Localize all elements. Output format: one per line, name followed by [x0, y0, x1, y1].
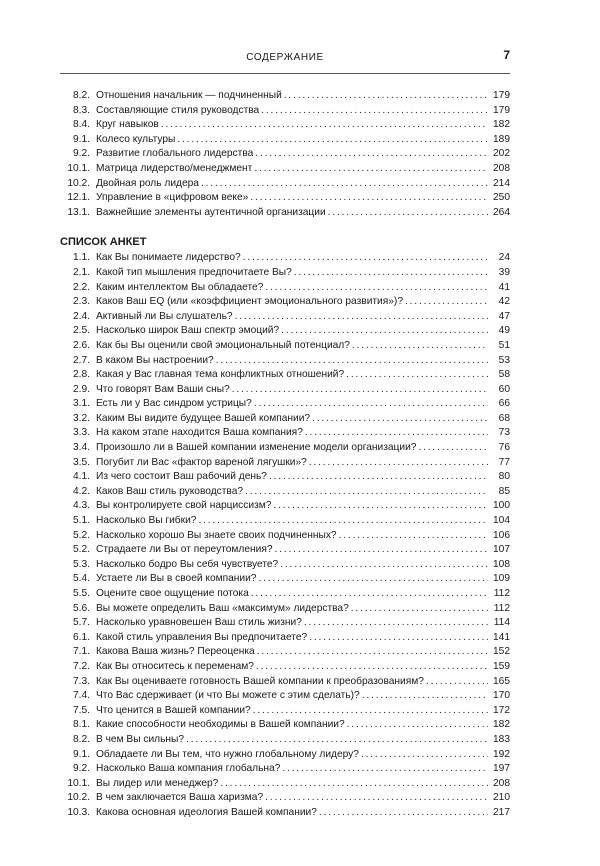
entry-page: 264	[493, 206, 510, 218]
dot-leader	[273, 499, 488, 514]
entry-page: 159	[493, 660, 510, 672]
entry-title: В чем Вы сильны?	[96, 733, 185, 745]
toc-entry[interactable]	[60, 689, 510, 704]
entry-number: 5.1.	[73, 515, 90, 527]
header-divider	[60, 73, 510, 74]
entry-page: 114	[493, 617, 510, 629]
entry-number: 5.5.	[73, 588, 90, 599]
entry-number: 5.2.	[73, 544, 90, 556]
entry-page: 183	[493, 733, 510, 745]
entry-page: 197	[493, 763, 510, 775]
entry-number: 2.6.	[73, 339, 90, 351]
entry-page: 100	[493, 500, 510, 512]
dot-leader	[339, 529, 488, 544]
entry-number: 10.2.	[67, 177, 90, 189]
entry-title: В каком Вы настроении?	[96, 354, 214, 366]
toc-entry[interactable]	[60, 587, 510, 602]
dot-leader	[235, 310, 488, 325]
dot-leader	[405, 295, 488, 310]
entry-title: Насколько Ваша компания глобальна?	[96, 763, 281, 775]
toc-entry[interactable]	[60, 806, 510, 821]
entry-title: Двойная роль лидера	[96, 177, 199, 189]
toc-entry[interactable]	[60, 675, 510, 690]
entry-page: 170	[493, 690, 510, 702]
dot-leader	[177, 133, 488, 148]
toc-entry[interactable]	[60, 310, 510, 325]
entry-page: 68	[498, 412, 510, 424]
dot-leader	[275, 543, 488, 558]
entry-page: 112	[493, 602, 510, 614]
toc-entry[interactable]	[60, 733, 510, 748]
toc-entry[interactable]	[60, 133, 510, 148]
toc-entry[interactable]	[60, 499, 510, 514]
toc-entry[interactable]	[60, 456, 510, 471]
toc-entry[interactable]	[60, 324, 510, 339]
entry-page: 182	[493, 119, 510, 131]
entry-number: 2.5.	[73, 325, 90, 337]
toc-entry[interactable]	[60, 397, 510, 412]
entry-number: 2.9.	[73, 383, 90, 395]
entry-number: 2.1.	[73, 266, 90, 278]
toc-entry[interactable]	[60, 616, 510, 631]
dot-leader	[426, 675, 488, 690]
entry-page: 41	[498, 281, 510, 293]
entry-title: Насколько широк Ваш спектр эмоций?	[96, 325, 280, 337]
entry-title: Что Вас сдерживает (и что Вы можете с этим сделать)?	[96, 690, 360, 702]
dot-leader	[362, 689, 488, 704]
entry-page: 179	[493, 104, 510, 116]
entry-title: Вы контролируете свой нарциссизм?	[96, 500, 272, 512]
entry-title: Вы можете определить Ваш «максимум» лидерства?	[96, 602, 349, 614]
entry-page: 189	[493, 133, 510, 145]
entry-title: Вы лидер или менеджер?	[96, 777, 219, 789]
toc-entry[interactable]	[60, 543, 510, 558]
entry-page: 53	[498, 354, 510, 366]
toc-entry[interactable]	[60, 441, 510, 456]
toc-entry[interactable]	[60, 704, 510, 719]
entry-title: Оцените свое ощущение потока	[96, 588, 249, 599]
entry-number: 3.3.	[73, 427, 90, 439]
entry-page: 77	[498, 456, 510, 468]
entry-title: Насколько хорошо Вы знаете своих подчиненных?	[96, 529, 337, 541]
dot-leader	[418, 441, 488, 456]
toc-entry[interactable]	[60, 191, 510, 206]
entry-number: 9.2.	[73, 148, 90, 160]
entry-page: 214	[493, 177, 510, 189]
entry-page: 112	[493, 588, 510, 599]
entry-page: 73	[498, 427, 510, 439]
entry-page: 141	[493, 631, 510, 643]
entry-number: 12.1.	[67, 192, 90, 204]
entry-number: 4.3.	[73, 500, 90, 512]
entry-page: 80	[498, 471, 510, 483]
entry-title: Какой стиль управления Вы предпочитаете?	[96, 631, 308, 643]
dot-leader	[280, 558, 488, 573]
entry-number: 2.3.	[73, 296, 90, 308]
dot-leader	[216, 354, 488, 369]
toc-entry[interactable]	[60, 762, 510, 777]
toc-entry[interactable]	[60, 412, 510, 427]
entry-page: 172	[493, 704, 510, 716]
entry-number: 9.2.	[73, 763, 90, 775]
toc-entry[interactable]	[60, 791, 510, 806]
entry-title: Как бы Вы оценили свой эмоциональный потенциал?	[96, 339, 350, 351]
dot-leader	[245, 485, 488, 500]
dot-leader	[312, 412, 488, 427]
entry-title: Какова Ваша жизнь? Переоценка	[96, 646, 255, 658]
entry-number: 8.1.	[73, 719, 90, 731]
dot-leader	[309, 456, 488, 471]
entry-number: 3.1.	[73, 398, 90, 410]
dot-leader	[352, 339, 488, 354]
entry-page: 66	[498, 398, 510, 410]
entry-page: 39	[498, 266, 510, 278]
dot-leader	[254, 162, 488, 177]
entry-title: Насколько уравновешен Ваш стиль жизни?	[96, 617, 302, 629]
toc-entry[interactable]	[60, 718, 510, 733]
entry-title: Каким интеллектом Вы обладаете?	[96, 281, 264, 293]
dot-leader	[256, 660, 488, 675]
entry-number: 7.3.	[73, 675, 90, 687]
entry-title: В чем заключается Ваша харизма?	[96, 792, 264, 804]
entry-page: 104	[493, 515, 510, 527]
dot-leader	[198, 514, 488, 529]
entry-number: 8.2.	[73, 733, 90, 745]
dot-leader	[305, 426, 488, 441]
entry-title: Погубит ли Вас «фактор вареной лягушки»?	[96, 456, 307, 468]
entry-page: 106	[493, 529, 510, 541]
entry-number: 2.8.	[73, 369, 90, 381]
entry-page: 192	[493, 748, 510, 760]
dot-leader	[220, 777, 488, 792]
entry-title: Развитие глобального лидерства	[96, 148, 254, 160]
entry-title: Круг навыков	[96, 119, 159, 131]
entry-title: Важнейшие элементы аутентичной организации	[96, 206, 326, 218]
entry-number: 3.5.	[73, 456, 90, 468]
dot-leader	[281, 324, 488, 339]
entry-page: 179	[493, 90, 510, 101]
dot-leader	[284, 89, 488, 104]
toc-entry[interactable]	[60, 558, 510, 573]
entry-title: Составляющие стиля руководства	[96, 104, 260, 116]
dot-leader	[265, 791, 488, 806]
entry-number: 6.1.	[73, 631, 90, 643]
entry-number: 8.4.	[73, 119, 90, 131]
dot-leader	[251, 587, 488, 602]
toc-entry[interactable]	[60, 777, 510, 792]
entry-number: 9.1.	[73, 748, 90, 760]
entry-page: 51	[498, 339, 510, 351]
dot-leader	[255, 147, 488, 162]
entry-page: 76	[498, 442, 510, 454]
toc-entry[interactable]	[60, 631, 510, 646]
toc-entry[interactable]	[60, 104, 510, 119]
entry-page: 109	[493, 573, 510, 585]
dot-leader	[309, 631, 488, 646]
entry-page: 42	[498, 296, 510, 308]
toc-entry[interactable]	[60, 266, 510, 281]
entry-number: 10.3.	[67, 806, 90, 818]
entry-page: 58	[498, 369, 510, 381]
dot-leader	[294, 266, 488, 281]
entry-title: Активный ли Вы слушатель?	[96, 310, 233, 322]
entry-title: Страдаете ли Вы от переутомления?	[96, 544, 273, 556]
dot-leader	[254, 397, 488, 412]
entry-page: 107	[493, 544, 510, 556]
toc-entry[interactable]	[60, 572, 510, 587]
entry-number: 2.2.	[73, 281, 90, 293]
entry-title: Есть ли у Вас синдром устрицы?	[96, 398, 252, 410]
dot-leader	[253, 704, 488, 719]
toc-entry[interactable]	[60, 514, 510, 529]
toc-entry[interactable]	[60, 177, 510, 192]
entry-number: 9.1.	[73, 133, 90, 145]
section-heading: СПИСОК АНКЕТ	[60, 236, 147, 249]
toc-entry[interactable]	[60, 485, 510, 500]
page-header	[60, 48, 510, 78]
entry-title: Отношения начальник — подчиненный	[96, 90, 282, 101]
toc-entry[interactable]	[60, 206, 510, 221]
entry-title: Какой тип мышления предпочитаете Вы?	[96, 266, 292, 278]
entry-number: 3.4.	[73, 442, 90, 454]
entry-page: 47	[498, 310, 510, 322]
toc-entry[interactable]	[60, 383, 510, 398]
dot-leader	[186, 733, 488, 748]
entry-number: 1.1.	[73, 252, 90, 264]
dot-leader	[257, 645, 488, 660]
entry-number: 2.4.	[73, 310, 90, 322]
entry-page: 85	[498, 485, 510, 497]
entry-number: 7.1.	[73, 646, 90, 658]
dot-leader	[361, 748, 488, 763]
entry-title: Какие способности необходимы в Вашей компании?	[96, 719, 345, 731]
entry-number: 8.3.	[73, 104, 90, 116]
entry-page: 208	[493, 777, 510, 789]
entry-title: Произошло ли в Вашей компании изменение модели организации?	[96, 442, 417, 454]
page-number: 7	[503, 48, 510, 62]
dot-leader	[243, 251, 488, 266]
entry-title: Каков Ваш EQ (или «коэффициент эмоционального развития»)?	[96, 296, 403, 308]
dot-leader	[258, 572, 488, 587]
figures-list	[60, 89, 510, 220]
entry-page: 24	[498, 252, 510, 264]
toc-entry[interactable]	[60, 660, 510, 675]
entry-number: 13.1.	[67, 206, 90, 218]
dot-leader	[250, 191, 488, 206]
entry-number: 8.2.	[73, 90, 90, 101]
dot-leader	[201, 177, 488, 192]
entry-title: Что говорят Вам Ваши сны?	[96, 383, 230, 395]
dot-leader	[328, 206, 488, 221]
entry-page: 108	[493, 558, 510, 570]
entry-number: 5.7.	[73, 617, 90, 629]
toc-entry[interactable]	[60, 748, 510, 763]
entry-number: 7.4.	[73, 690, 90, 702]
entry-title: Каков Ваш стиль руководства?	[96, 485, 244, 497]
entry-page: 165	[493, 675, 510, 687]
dot-leader	[319, 806, 488, 821]
entry-title: Матрица лидерство/менеджмент	[96, 162, 253, 174]
toc-entry[interactable]	[60, 339, 510, 354]
entry-page: 202	[493, 148, 510, 160]
toc-entry[interactable]	[60, 281, 510, 296]
entry-page: 217	[493, 806, 510, 818]
dot-leader	[161, 118, 488, 133]
toc-entry[interactable]	[60, 354, 510, 369]
entry-page: 250	[493, 192, 510, 204]
entry-number: 5.4.	[73, 573, 90, 585]
table-of-contents	[60, 89, 510, 821]
dot-leader	[261, 104, 488, 119]
toc-entry[interactable]	[60, 147, 510, 162]
entry-title: Как Вы оцениваете готовность Вашей компании к преобразованиям?	[96, 675, 424, 687]
running-title: СОДЕРЖАНИЕ	[246, 52, 324, 63]
entry-title: Какова основная идеология Вашей компании?	[96, 806, 317, 818]
dot-leader	[346, 368, 488, 383]
entry-title: На каком этапе находится Ваша компания?	[96, 427, 303, 439]
toc-entry[interactable]	[60, 118, 510, 133]
dot-leader	[347, 718, 488, 733]
entry-title: Насколько Вы гибки?	[96, 515, 197, 527]
entry-number: 3.2.	[73, 412, 90, 424]
entry-number: 10.2.	[67, 792, 90, 804]
entry-number: 5.6.	[73, 602, 90, 614]
entry-page: 210	[493, 792, 510, 804]
entry-title: Насколько бодро Вы себя чувствуете?	[96, 558, 279, 570]
entry-number: 5.2.	[73, 529, 90, 541]
toc-entry[interactable]	[60, 529, 510, 544]
dot-leader	[232, 383, 488, 398]
toc-entry[interactable]	[60, 162, 510, 177]
entry-number: 4.1.	[73, 471, 90, 483]
entry-title: Колесо культуры	[96, 133, 176, 145]
entry-title: Обладаете ли Вы тем, что нужно глобальному лидеру?	[96, 748, 359, 760]
entry-page: 152	[493, 646, 510, 658]
toc-entry[interactable]	[60, 295, 510, 310]
toc-entry[interactable]	[60, 251, 510, 266]
dot-leader	[304, 616, 488, 631]
entry-title: Управление в «цифровом веке»	[96, 192, 249, 204]
entry-title: Из чего состоит Ваш рабочий день?	[96, 471, 267, 483]
toc-entry[interactable]	[60, 470, 510, 485]
entry-title: Как Вы относитесь к переменам?	[96, 660, 254, 672]
entry-number: 5.3.	[73, 558, 90, 570]
entry-page: 182	[493, 719, 510, 731]
dot-leader	[282, 762, 488, 777]
entry-title: Каким Вы видите будущее Вашей компании?	[96, 412, 311, 424]
entry-number: 10.1.	[67, 777, 90, 789]
dot-leader	[269, 470, 488, 485]
entry-page: 60	[498, 383, 510, 395]
entry-number: 4.2.	[73, 485, 90, 497]
toc-entry[interactable]	[60, 602, 510, 617]
toc-entry[interactable]	[60, 368, 510, 383]
entry-number: 2.7.	[73, 354, 90, 366]
entry-page: 49	[498, 325, 510, 337]
toc-entry[interactable]	[60, 645, 510, 660]
toc-entry[interactable]	[60, 426, 510, 441]
toc-entry[interactable]	[60, 89, 510, 104]
entry-title: Какая у Вас главная тема конфликтных отношений?	[96, 369, 345, 381]
entry-number: 7.2.	[73, 660, 90, 672]
entry-number: 10.1.	[67, 162, 90, 174]
dot-leader	[265, 281, 488, 296]
entry-page: 208	[493, 162, 510, 174]
entry-title: Устаете ли Вы в своей компании?	[96, 573, 257, 585]
entry-number: 7.5.	[73, 704, 90, 716]
entry-title: Как Вы понимаете лидерство?	[96, 252, 241, 264]
entry-title: Что ценится в Вашей компании?	[96, 704, 251, 716]
dot-leader	[351, 602, 488, 617]
questionnaires-list	[60, 251, 510, 820]
